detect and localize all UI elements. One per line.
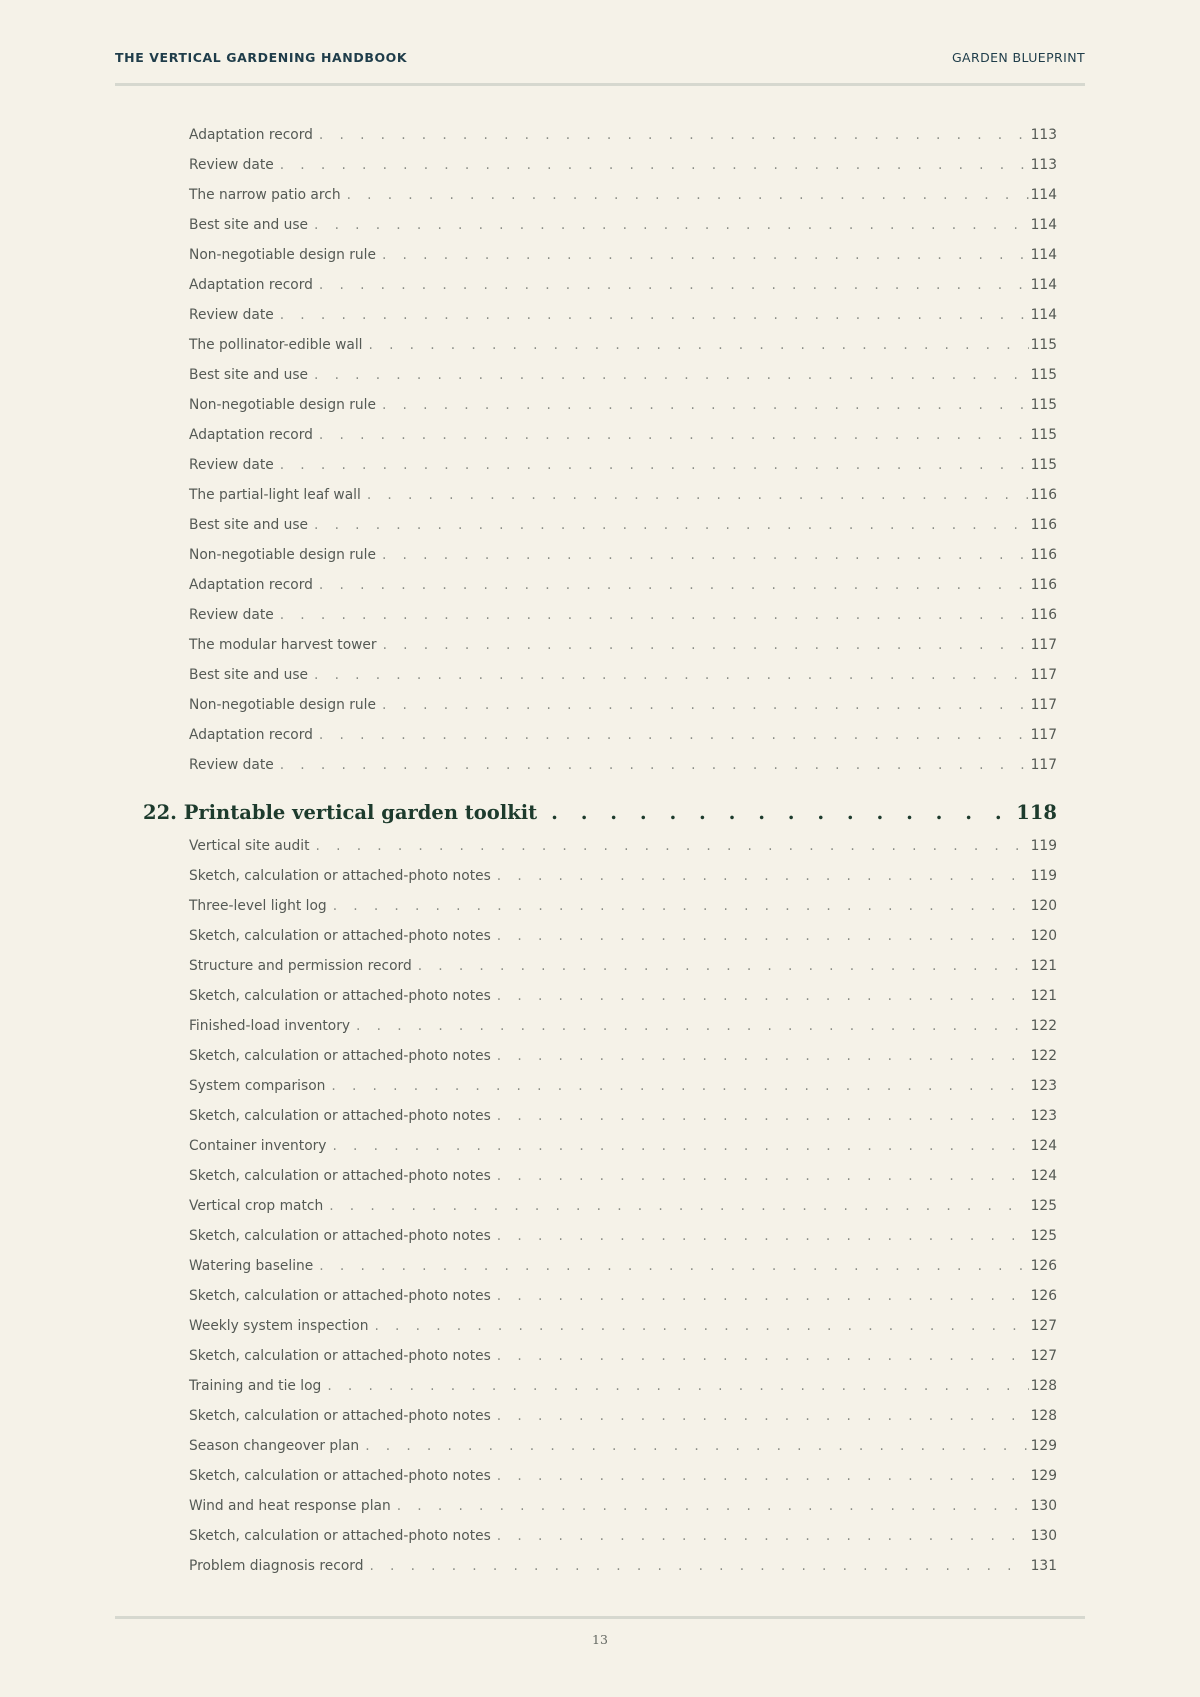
toc-entry-page: 120 <box>1030 898 1057 914</box>
toc-entry-label: Sketch, calculation or attached-photo notes <box>189 1048 491 1064</box>
dot-leader <box>497 1161 1029 1191</box>
toc-entry-label: The partial-light leaf wall <box>189 487 361 503</box>
toc-entry-label: Review date <box>189 307 274 323</box>
toc-entry[interactable] <box>189 1551 1057 1581</box>
toc-entry[interactable] <box>189 951 1057 981</box>
toc-entry-label: Sketch, calculation or attached-photo notes <box>189 1288 491 1304</box>
toc-entry-label: Wind and heat response plan <box>189 1498 391 1514</box>
toc-entry-label: Sketch, calculation or attached-photo notes <box>189 928 491 944</box>
dot-leader <box>497 1461 1029 1491</box>
toc-entry-label: Sketch, calculation or attached-photo notes <box>189 1468 491 1484</box>
toc-entry-label: Sketch, calculation or attached-photo notes <box>189 1168 491 1184</box>
toc-entry-page: 114 <box>1030 187 1057 203</box>
toc-entry-page: 128 <box>1030 1408 1057 1424</box>
dot-leader <box>319 270 1029 300</box>
dot-leader <box>316 831 1029 861</box>
toc-entry[interactable] <box>189 540 1057 570</box>
toc-entry-label: Vertical site audit <box>189 838 310 854</box>
toc-entry-page: 130 <box>1030 1528 1057 1544</box>
toc-entry-label: Sketch, calculation or attached-photo notes <box>189 1528 491 1544</box>
toc-entry[interactable] <box>189 240 1057 270</box>
toc-entry-label: Sketch, calculation or attached-photo notes <box>189 1228 491 1244</box>
dot-leader <box>314 210 1029 240</box>
toc-entry-page: 116 <box>1030 517 1057 533</box>
toc-entry-label: Adaptation record <box>189 427 313 443</box>
book-title: THE VERTICAL GARDENING HANDBOOK <box>115 50 408 65</box>
toc-entry-label: Sketch, calculation or attached-photo notes <box>189 988 491 1004</box>
dot-leader <box>347 180 1029 210</box>
dot-leader <box>497 1221 1029 1251</box>
toc-entry[interactable] <box>189 1041 1057 1071</box>
toc-entry[interactable] <box>189 831 1057 861</box>
toc-entry-label: Best site and use <box>189 517 309 533</box>
toc-entry-page: 125 <box>1030 1228 1057 1244</box>
toc-entry[interactable] <box>189 150 1057 180</box>
toc-entry[interactable] <box>189 1161 1057 1191</box>
toc-entry-page: 122 <box>1030 1018 1057 1034</box>
dot-leader <box>397 1491 1029 1521</box>
dot-leader <box>280 150 1029 180</box>
toc-entry-page: 124 <box>1030 1138 1057 1154</box>
toc-entry-page: 128 <box>1030 1378 1057 1394</box>
toc-entry[interactable] <box>189 330 1057 360</box>
dot-leader <box>551 795 1014 831</box>
toc-entry-page: 127 <box>1030 1348 1057 1364</box>
toc-entry-page: 131 <box>1030 1558 1057 1574</box>
toc-entry-page: 123 <box>1030 1078 1057 1094</box>
toc-entry-page: 113 <box>1030 157 1057 173</box>
toc-entry-page: 121 <box>1030 988 1057 1004</box>
toc-entry-label: System comparison <box>189 1078 326 1094</box>
toc-entry-label: Weekly system inspection <box>189 1318 369 1334</box>
dot-leader <box>332 1131 1028 1161</box>
toc-entry[interactable] <box>189 1431 1057 1461</box>
toc-entry-page: 117 <box>1030 727 1057 743</box>
dot-leader <box>314 360 1029 390</box>
toc-entry-label: Season changeover plan <box>189 1438 360 1454</box>
toc-entry[interactable] <box>189 570 1057 600</box>
dot-leader <box>319 420 1029 450</box>
toc-entry[interactable] <box>189 1251 1057 1281</box>
dot-leader <box>497 861 1029 891</box>
toc-entry-page: 114 <box>1030 217 1057 233</box>
dot-leader <box>356 1011 1029 1041</box>
toc-entry-page: 115 <box>1030 337 1057 353</box>
toc-entry-page: 116 <box>1030 547 1057 563</box>
toc-entry-page: 129 <box>1030 1438 1057 1454</box>
toc-entry[interactable] <box>189 861 1057 891</box>
dot-leader <box>382 240 1029 270</box>
toc-entry[interactable] <box>189 390 1057 420</box>
toc-entry-page: 114 <box>1030 277 1057 293</box>
toc-entry-page: 114 <box>1030 247 1057 263</box>
toc-entry-label: Sketch, calculation or attached-photo notes <box>189 1408 491 1424</box>
dot-leader <box>280 600 1029 630</box>
running-head <box>115 50 1085 70</box>
dot-leader <box>319 570 1029 600</box>
toc-entry-page: 120 <box>1030 928 1057 944</box>
toc-entry[interactable] <box>189 1011 1057 1041</box>
toc-entry-page: 115 <box>1030 457 1057 473</box>
toc-entry-label: Non-negotiable design rule <box>189 397 376 413</box>
toc-entry-label: Non-negotiable design rule <box>189 697 376 713</box>
dot-leader <box>382 540 1029 570</box>
chapter-title: 22. Printable vertical garden toolkit <box>143 801 538 824</box>
toc-entry[interactable] <box>189 270 1057 300</box>
toc-entry-page: 117 <box>1030 757 1057 773</box>
dot-leader <box>280 450 1029 480</box>
toc-entry-label: Best site and use <box>189 217 309 233</box>
toc-entry[interactable] <box>189 120 1057 150</box>
toc-entry-page: 113 <box>1030 127 1057 143</box>
dot-leader <box>333 891 1029 921</box>
toc-entry[interactable] <box>189 1191 1057 1221</box>
toc-entry-page: 114 <box>1030 307 1057 323</box>
toc-entry[interactable] <box>189 420 1057 450</box>
toc-entry-label: The narrow patio arch <box>189 187 341 203</box>
toc-entry-page: 129 <box>1030 1468 1057 1484</box>
toc-entry-label: Vertical crop match <box>189 1198 324 1214</box>
toc-entry-label: Sketch, calculation or attached-photo notes <box>189 1348 491 1364</box>
toc-entry-page: 117 <box>1030 637 1057 653</box>
dot-leader <box>497 1101 1029 1131</box>
toc-entry[interactable] <box>189 1371 1057 1401</box>
dot-leader <box>280 300 1029 330</box>
toc-entry[interactable] <box>189 921 1057 951</box>
toc-entry-page: 115 <box>1030 427 1057 443</box>
toc-entry-page: 126 <box>1030 1288 1057 1304</box>
toc-entry[interactable] <box>189 1101 1057 1131</box>
toc-entry[interactable] <box>189 1311 1057 1341</box>
toc-entry-label: Best site and use <box>189 667 309 683</box>
dot-leader <box>497 921 1029 951</box>
dot-leader <box>369 1551 1028 1581</box>
toc-entry[interactable] <box>189 1491 1057 1521</box>
toc-entry-label: Best site and use <box>189 367 309 383</box>
toc-entry-page: 126 <box>1030 1258 1057 1274</box>
toc-entry-page: 115 <box>1030 367 1057 383</box>
toc-entry-page: 116 <box>1030 577 1057 593</box>
toc-entry[interactable] <box>189 630 1057 660</box>
toc-entry-label: Problem diagnosis record <box>189 1558 364 1574</box>
toc-entry-label: The pollinator-edible wall <box>189 337 363 353</box>
toc-entry[interactable] <box>189 510 1057 540</box>
dot-leader <box>365 1431 1028 1461</box>
toc-entry-page: 127 <box>1030 1318 1057 1334</box>
toc-entry-label: Watering baseline <box>189 1258 314 1274</box>
toc-entry[interactable] <box>189 480 1057 510</box>
dot-leader <box>497 1401 1029 1431</box>
toc-entry[interactable] <box>189 720 1057 750</box>
toc-entry[interactable] <box>189 690 1057 720</box>
toc-entry-label: Container inventory <box>189 1138 327 1154</box>
toc-entry-page: 117 <box>1030 667 1057 683</box>
dot-leader <box>382 390 1029 420</box>
toc-entry-label: Finished-load inventory <box>189 1018 351 1034</box>
dot-leader <box>497 1341 1029 1371</box>
toc-entry[interactable] <box>189 750 1057 780</box>
dot-leader <box>319 120 1029 150</box>
toc-entry-page: 116 <box>1030 487 1057 503</box>
toc-entry-page: 115 <box>1030 397 1057 413</box>
dot-leader <box>314 660 1029 690</box>
dot-leader <box>418 951 1029 981</box>
toc-entry-label: Non-negotiable design rule <box>189 547 376 563</box>
dot-leader <box>497 981 1029 1011</box>
toc-entry-label: Review date <box>189 457 274 473</box>
dot-leader <box>369 330 1029 360</box>
dot-leader <box>327 1371 1028 1401</box>
toc-entry-page: 121 <box>1030 958 1057 974</box>
toc-entry[interactable] <box>189 1071 1057 1101</box>
toc-entry-label: Sketch, calculation or attached-photo notes <box>189 1108 491 1124</box>
toc-entry-label: Three-level light log <box>189 898 327 914</box>
dot-leader <box>367 480 1029 510</box>
toc-entry-label: Review date <box>189 157 274 173</box>
toc-entry[interactable] <box>189 210 1057 240</box>
chapter-page: 118 <box>1016 801 1057 824</box>
toc-entry[interactable] <box>189 1521 1057 1551</box>
dot-leader <box>497 1041 1029 1071</box>
dot-leader <box>382 690 1029 720</box>
toc-entry[interactable] <box>189 1341 1057 1371</box>
toc-entry-page: 122 <box>1030 1048 1057 1064</box>
page-number: 13 <box>592 1632 608 1647</box>
toc-entry-label: Sketch, calculation or attached-photo notes <box>189 868 491 884</box>
toc-entry-label: Review date <box>189 757 274 773</box>
toc-entry-page: 124 <box>1030 1168 1057 1184</box>
toc-entry[interactable] <box>189 1281 1057 1311</box>
toc-entry[interactable] <box>189 1461 1057 1491</box>
dot-leader <box>374 1311 1028 1341</box>
dot-leader <box>331 1071 1028 1101</box>
toc-entry-page: 123 <box>1030 1108 1057 1124</box>
dot-leader <box>319 720 1029 750</box>
toc-entry[interactable] <box>189 1131 1057 1161</box>
dot-leader <box>383 630 1029 660</box>
toc-entry[interactable] <box>189 180 1057 210</box>
toc-entry-label: Training and tie log <box>189 1378 322 1394</box>
toc-entry-page: 116 <box>1030 607 1057 623</box>
series-title: GARDEN BLUEPRINT <box>951 50 1085 65</box>
toc-entry[interactable] <box>189 450 1057 480</box>
dot-leader <box>497 1521 1029 1551</box>
toc-entry[interactable] <box>189 1401 1057 1431</box>
toc-entry-label: Non-negotiable design rule <box>189 247 376 263</box>
toc-entry[interactable] <box>189 600 1057 630</box>
toc-entry-label: Review date <box>189 607 274 623</box>
dot-leader <box>329 1191 1028 1221</box>
toc-entry[interactable] <box>189 360 1057 390</box>
toc-chapter-heading[interactable] <box>143 795 1057 831</box>
footer-rule <box>115 1616 1085 1619</box>
toc-entry-page: 125 <box>1030 1198 1057 1214</box>
toc-entry[interactable] <box>189 300 1057 330</box>
toc-entry[interactable] <box>189 1221 1057 1251</box>
dot-leader <box>497 1281 1029 1311</box>
toc-entry[interactable] <box>189 891 1057 921</box>
dot-leader <box>280 750 1029 780</box>
toc-entry-label: Adaptation record <box>189 277 313 293</box>
toc-entry-page: 119 <box>1030 838 1057 854</box>
toc-entry-page: 117 <box>1030 697 1057 713</box>
toc-entry[interactable] <box>189 660 1057 690</box>
dot-leader <box>314 510 1029 540</box>
toc-entry[interactable] <box>189 981 1057 1011</box>
toc-entry-label: The modular harvest tower <box>189 637 377 653</box>
toc-entry-page: 119 <box>1030 868 1057 884</box>
toc-entry-label: Adaptation record <box>189 127 313 143</box>
header-rule <box>115 83 1085 86</box>
toc-entry-label: Structure and permission record <box>189 958 412 974</box>
toc-entry-label: Adaptation record <box>189 727 313 743</box>
toc-entry-page: 130 <box>1030 1498 1057 1514</box>
toc-entry-label: Adaptation record <box>189 577 313 593</box>
dot-leader <box>319 1251 1028 1281</box>
